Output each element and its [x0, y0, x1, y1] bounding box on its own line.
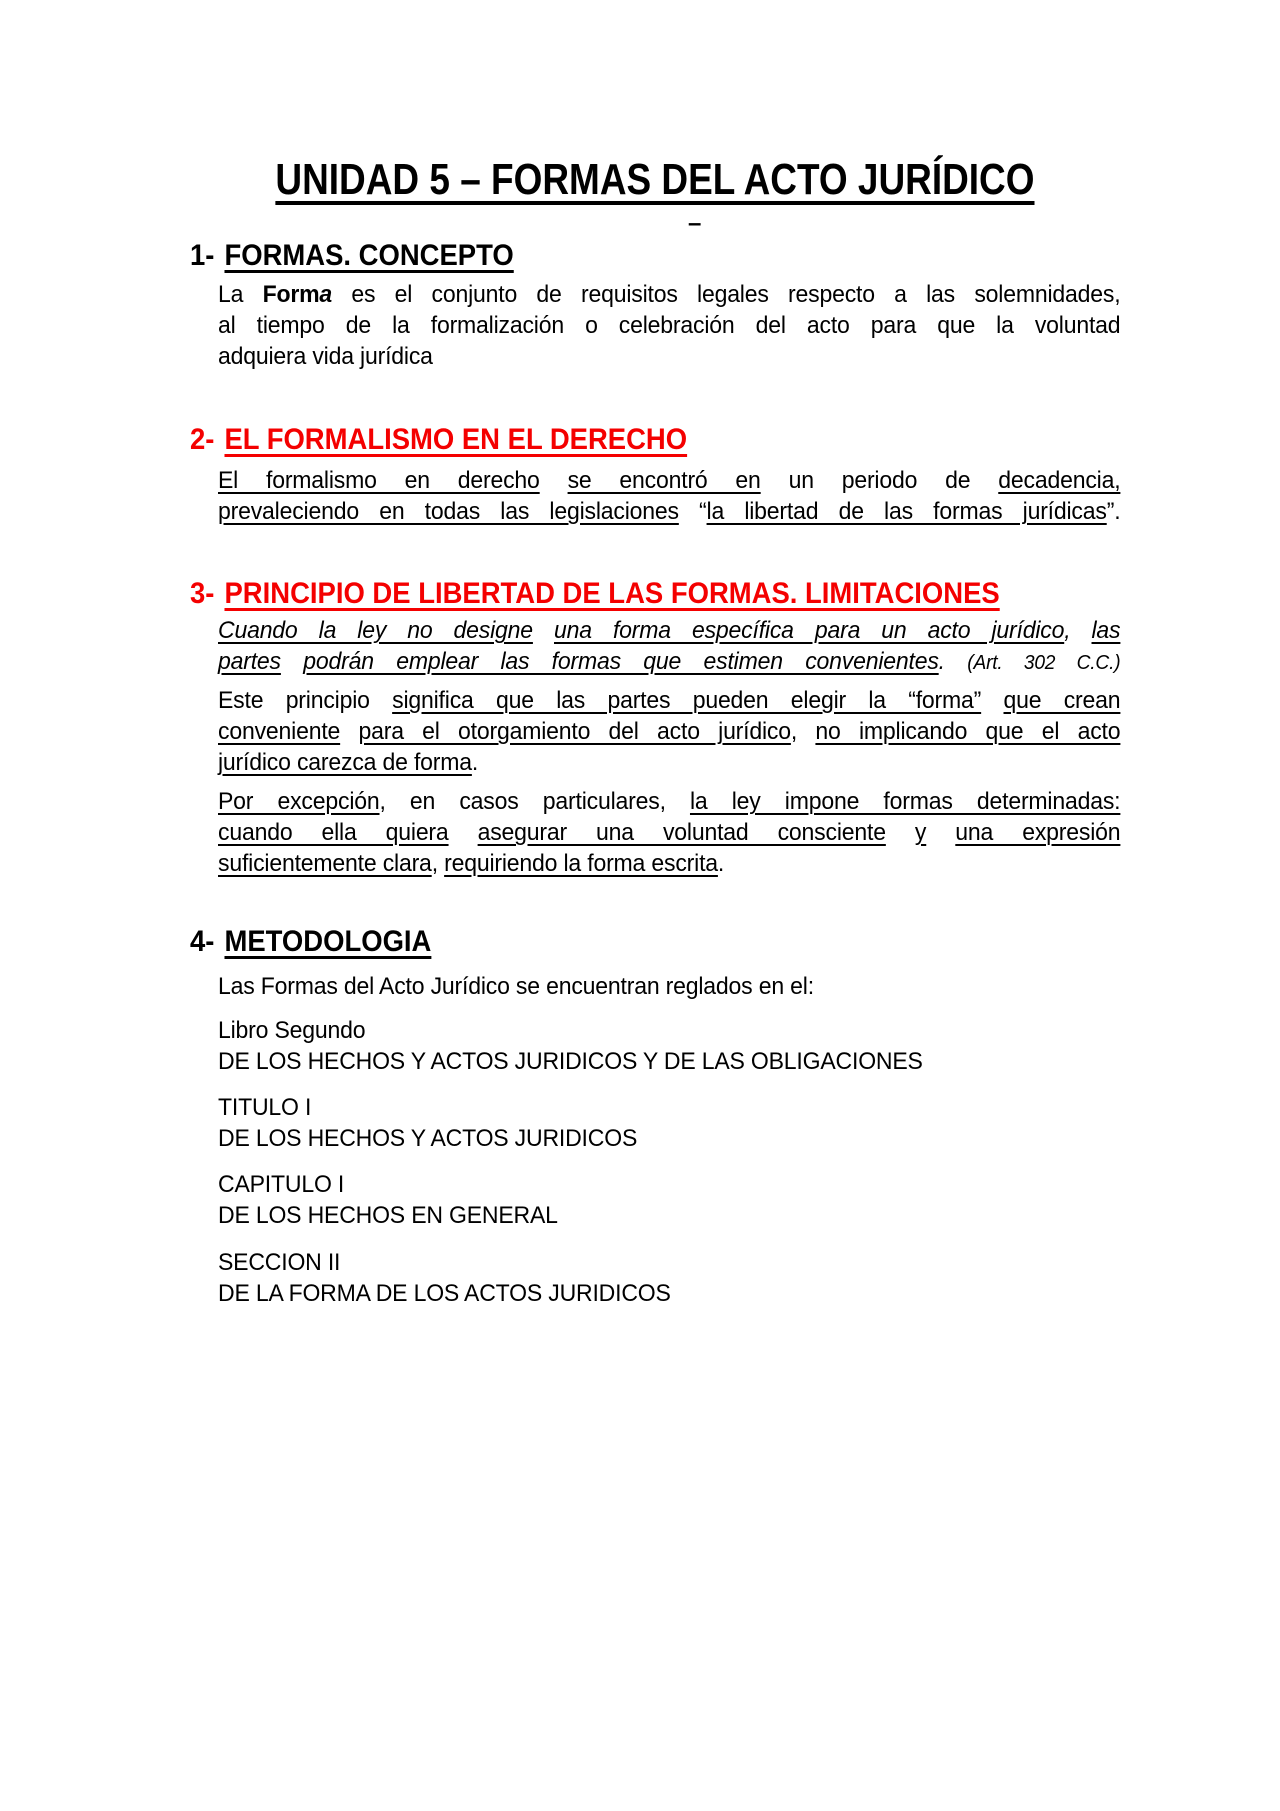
text-line: CAPITULO I — [218, 1171, 345, 1198]
text-segment: decadencia, — [998, 467, 1121, 494]
text-segment: asegurar una voluntad consciente — [477, 819, 886, 846]
text-segment: cuando ella quiera — [218, 819, 449, 846]
text-line — [218, 786, 1120, 817]
metodologia-group-titulo-1 — [218, 1092, 1120, 1154]
text-line — [218, 465, 1120, 496]
section-number: 4- — [190, 925, 215, 958]
text-segment: La — [218, 281, 263, 308]
text-segment: Cuando la ley no designe — [218, 617, 533, 644]
section-heading-metodologia — [190, 925, 431, 959]
text-segment: requiriendo la forma escrita — [444, 850, 718, 877]
text-line: DE LOS HECHOS Y ACTOS JURIDICOS Y DE LAS OBLIGACIONES — [218, 1048, 923, 1075]
metodologia-group-seccion-2 — [218, 1247, 1120, 1309]
section-heading-text: METODOLOGIA — [224, 925, 432, 958]
text-segment: podrán emplear las formas que estimen convenientes — [303, 648, 939, 675]
text-segment: Este principio — [218, 687, 393, 714]
section-number: 2- — [190, 423, 215, 456]
section-number: 1- — [190, 239, 215, 272]
text-segment: (Art. 302 C.C.) — [967, 652, 1121, 674]
text-segment — [981, 687, 1003, 714]
text-segment: al tiempo de la formalización o celebración del acto para que la voluntad — [218, 312, 1121, 339]
document-title-text: UNIDAD 5 – FORMAS DEL ACTO JURÍDICO — [275, 155, 1035, 204]
text-segment: . — [938, 648, 968, 675]
text-segment: una forma específica para un acto jurídico — [554, 617, 1065, 644]
text-segment — [533, 617, 554, 644]
text-segment: Form — [262, 281, 320, 308]
section-heading-text: PRINCIPIO DE LIBERTAD DE LAS FORMAS. LIMITACIONES — [224, 577, 1000, 610]
paragraph-formalismo — [218, 465, 1120, 527]
paragraph-este-principio — [218, 685, 1120, 778]
section-heading-text: EL FORMALISMO EN EL DERECHO — [224, 423, 688, 456]
text-segment: y — [914, 819, 927, 846]
text-line — [218, 310, 1120, 341]
text-segment: , en casos particulares, — [379, 788, 690, 815]
text-segment: para el otorgamiento del acto jurídico — [358, 718, 791, 745]
text-segment — [340, 718, 358, 745]
text-line — [218, 646, 1120, 677]
text-line: SECCION II — [218, 1249, 341, 1276]
text-segment: suficientemente clara — [218, 850, 432, 877]
text-segment: , — [790, 718, 816, 745]
text-segment: no implicando que el acto — [815, 718, 1121, 745]
text-line — [218, 685, 1120, 716]
text-line — [218, 496, 1120, 527]
text-segment: a — [319, 281, 333, 308]
text-segment: jurídico carezca de forma — [218, 749, 472, 776]
text-segment: significa que las partes pueden elegir la “forma” — [392, 687, 982, 714]
text-segment — [886, 819, 915, 846]
text-segment — [540, 467, 568, 494]
text-line: TITULO I — [218, 1094, 312, 1121]
text-segment: la ley impone formas determinadas: — [689, 788, 1121, 815]
text-segment: una expresión — [955, 819, 1121, 846]
text-segment: prevaleciendo en todas las legislaciones — [218, 498, 679, 525]
text-segment: , — [431, 850, 445, 877]
text-segment: conveniente — [218, 718, 341, 745]
text-line — [218, 716, 1120, 747]
text-segment: partes — [218, 648, 281, 675]
text-line: Libro Segundo — [218, 1017, 366, 1044]
section-heading-formalismo — [190, 423, 687, 457]
metodologia-group-capitulo-1 — [218, 1169, 1120, 1231]
paragraph-cita-art-302 — [218, 615, 1120, 677]
text-line: DE LOS HECHOS Y ACTOS JURIDICOS — [218, 1125, 638, 1152]
text-line — [218, 747, 1120, 778]
metodologia-group-libro-segundo — [218, 1015, 1120, 1077]
text-segment: ”. — [1106, 498, 1121, 525]
text-segment: se encontró en — [567, 467, 761, 494]
text-line: Las Formas del Acto Jurídico se encuentran reglados en el: — [218, 973, 814, 1000]
text-line — [218, 817, 1120, 848]
text-line: DE LA FORMA DE LOS ACTOS JURIDICOS — [218, 1280, 671, 1307]
section-heading-principio-libertad — [190, 577, 1000, 611]
text-segment: . — [717, 850, 725, 877]
text-line: DE LOS HECHOS EN GENERAL — [218, 1202, 558, 1229]
text-segment: El formalismo en derecho — [218, 467, 540, 494]
text-line — [218, 848, 1120, 879]
paragraph-formas-concepto — [218, 279, 1120, 372]
text-line — [218, 615, 1120, 646]
section-heading-formas-concepto — [190, 239, 514, 273]
text-line — [218, 341, 1120, 372]
text-segment: es el conjunto de requisitos legales respecto a las solemnidades, — [332, 281, 1121, 308]
text-segment: . — [471, 749, 479, 776]
section-number: 3- — [190, 577, 215, 610]
text-segment: Por excepción — [218, 788, 380, 815]
text-segment — [449, 819, 478, 846]
text-segment: la libertad de las formas jurídicas — [706, 498, 1107, 525]
text-segment: las — [1091, 617, 1121, 644]
document-title — [190, 155, 1120, 205]
text-segment — [926, 819, 955, 846]
section-heading-text: FORMAS. CONCEPTO — [224, 239, 514, 272]
text-segment — [281, 648, 303, 675]
metodologia-intro — [218, 971, 1120, 1002]
paragraph-por-excepcion — [218, 786, 1120, 879]
text-segment: que crean — [1003, 687, 1121, 714]
text-segment: un periodo de — [760, 467, 999, 494]
text-segment: adquiera vida jurídica — [218, 343, 433, 370]
text-segment: , — [1064, 617, 1092, 644]
title-subdash: – — [688, 210, 702, 237]
text-line — [218, 279, 1120, 310]
text-segment: “ — [678, 498, 707, 525]
